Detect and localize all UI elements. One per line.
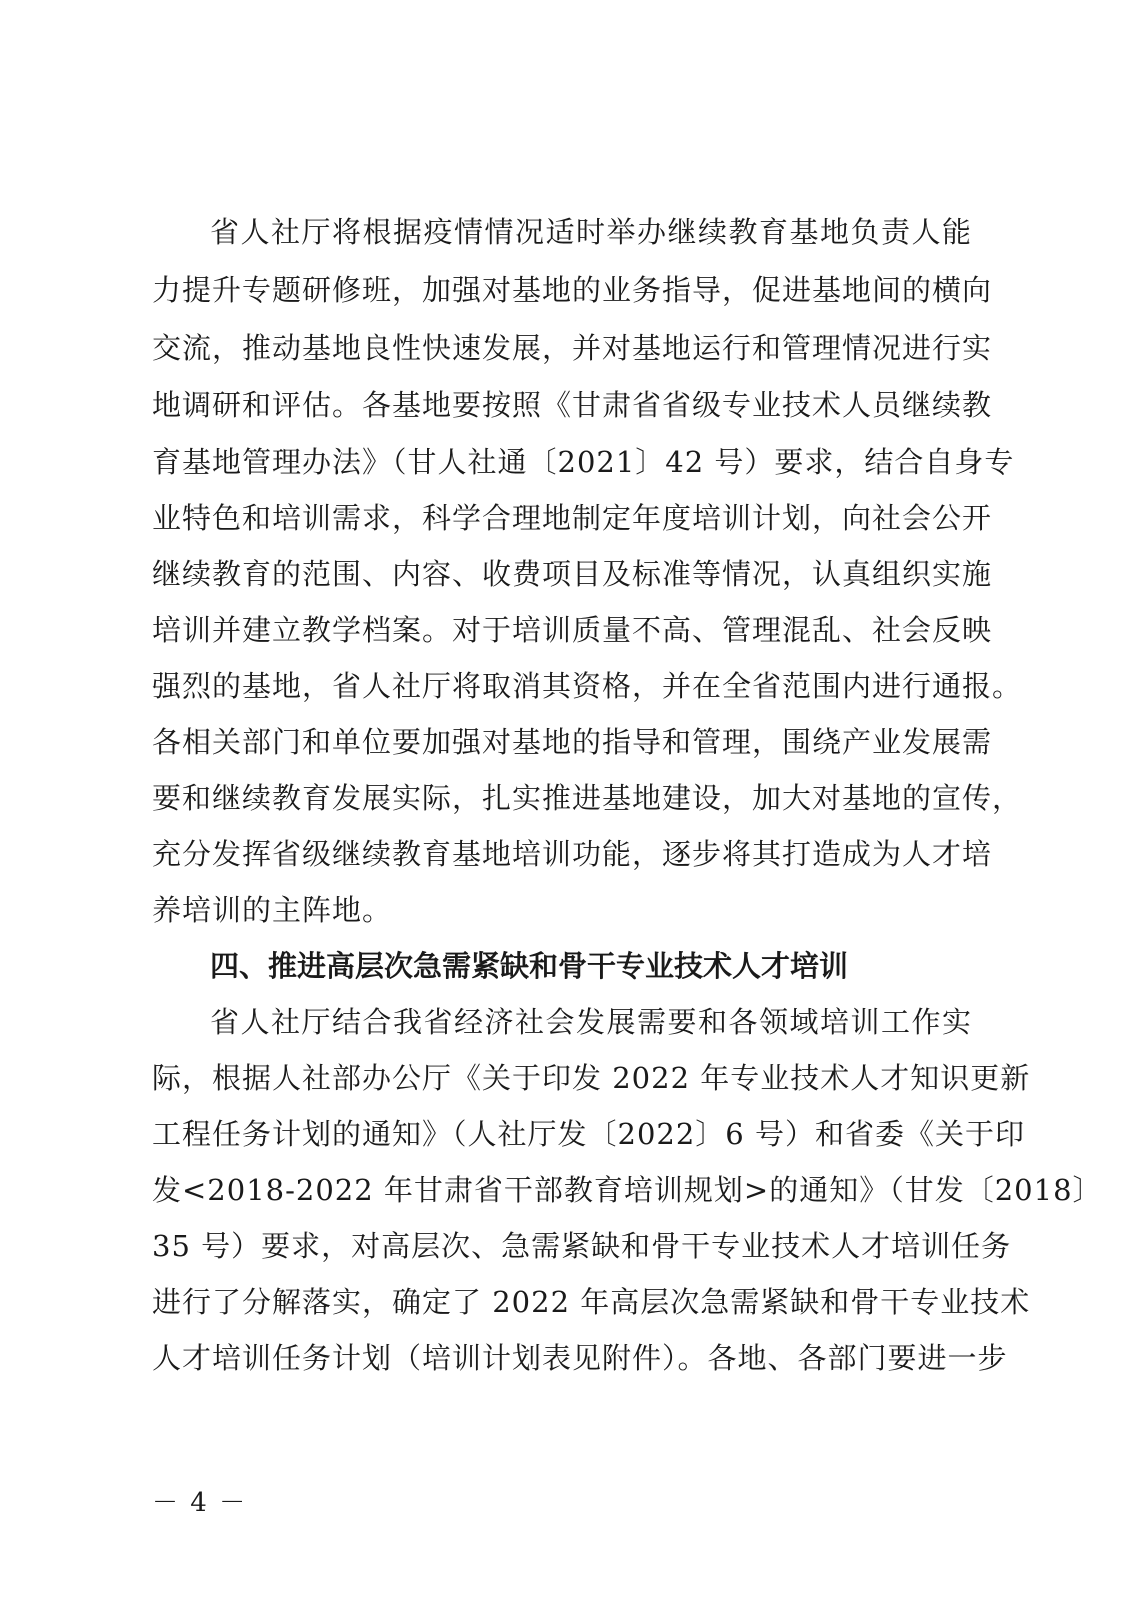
- paragraph-line: 各相关部门和单位要加强对基地的指导和管理，围绕产业发展需: [152, 725, 993, 759]
- paragraph-line: 交流，推动基地良性快速发展，并对基地运行和管理情况进行实: [152, 331, 993, 365]
- paragraph-line: 工程任务计划的通知》（人社厅发〔2022〕6 号）和省委《关于印: [152, 1117, 1025, 1151]
- paragraph-line: 力提升专题研修班，加强对基地的业务指导，促进基地间的横向: [152, 273, 993, 307]
- paragraph-line: 充分发挥省级继续教育基地培训功能，逐步将其打造成为人才培: [152, 837, 993, 871]
- paragraph-line: 业特色和培训需求，科学合理地制定年度培训计划，向社会公开: [152, 501, 993, 535]
- paragraph-line: 要和继续教育发展实际，扎实推进基地建设，加大对基地的宣传，: [152, 781, 1023, 815]
- paragraph-line: 35 号）要求，对高层次、急需紧缺和骨干专业技术人才培训任务: [152, 1229, 1012, 1263]
- paragraph-line: 人才培训任务计划（培训计划表见附件）。各地、各部门要进一步: [152, 1341, 1008, 1375]
- paragraph-line: 养培训的主阵地。: [152, 893, 393, 927]
- page-number: － 4 －: [152, 1488, 248, 1518]
- paragraph-line: 际，根据人社部办公厅《关于印发 2022 年专业技术人才知识更新: [152, 1061, 1031, 1095]
- section-heading: 四、推进高层次急需紧缺和骨干专业技术人才培训: [210, 949, 849, 983]
- paragraph-line: 强烈的基地，省人社厅将取消其资格，并在全省范围内进行通报。: [152, 669, 1023, 703]
- paragraph-line: 发<2018-2022 年甘肃省干部教育培训规划>的通知》（甘发〔2018〕: [152, 1173, 1103, 1207]
- paragraph-line: 省人社厅结合我省经济社会发展需要和各领域培训工作实: [210, 1005, 972, 1039]
- paragraph-line: 地调研和评估。各基地要按照《甘肃省省级专业技术人员继续教: [152, 388, 993, 422]
- paragraph-line: 继续教育的范围、内容、收费项目及标准等情况，认真组织实施: [152, 557, 993, 591]
- paragraph-line: 进行了分解落实，确定了 2022 年高层次急需紧缺和骨干专业技术: [152, 1285, 1031, 1319]
- paragraph-line: 育基地管理办法》（甘人社通〔2021〕42 号）要求，结合自身专: [152, 445, 1015, 479]
- paragraph-line: 培训并建立教学档案。对于培训质量不高、管理混乱、社会反映: [152, 613, 993, 647]
- paragraph-line: 省人社厅将根据疫情情况适时举办继续教育基地负责人能: [210, 215, 972, 249]
